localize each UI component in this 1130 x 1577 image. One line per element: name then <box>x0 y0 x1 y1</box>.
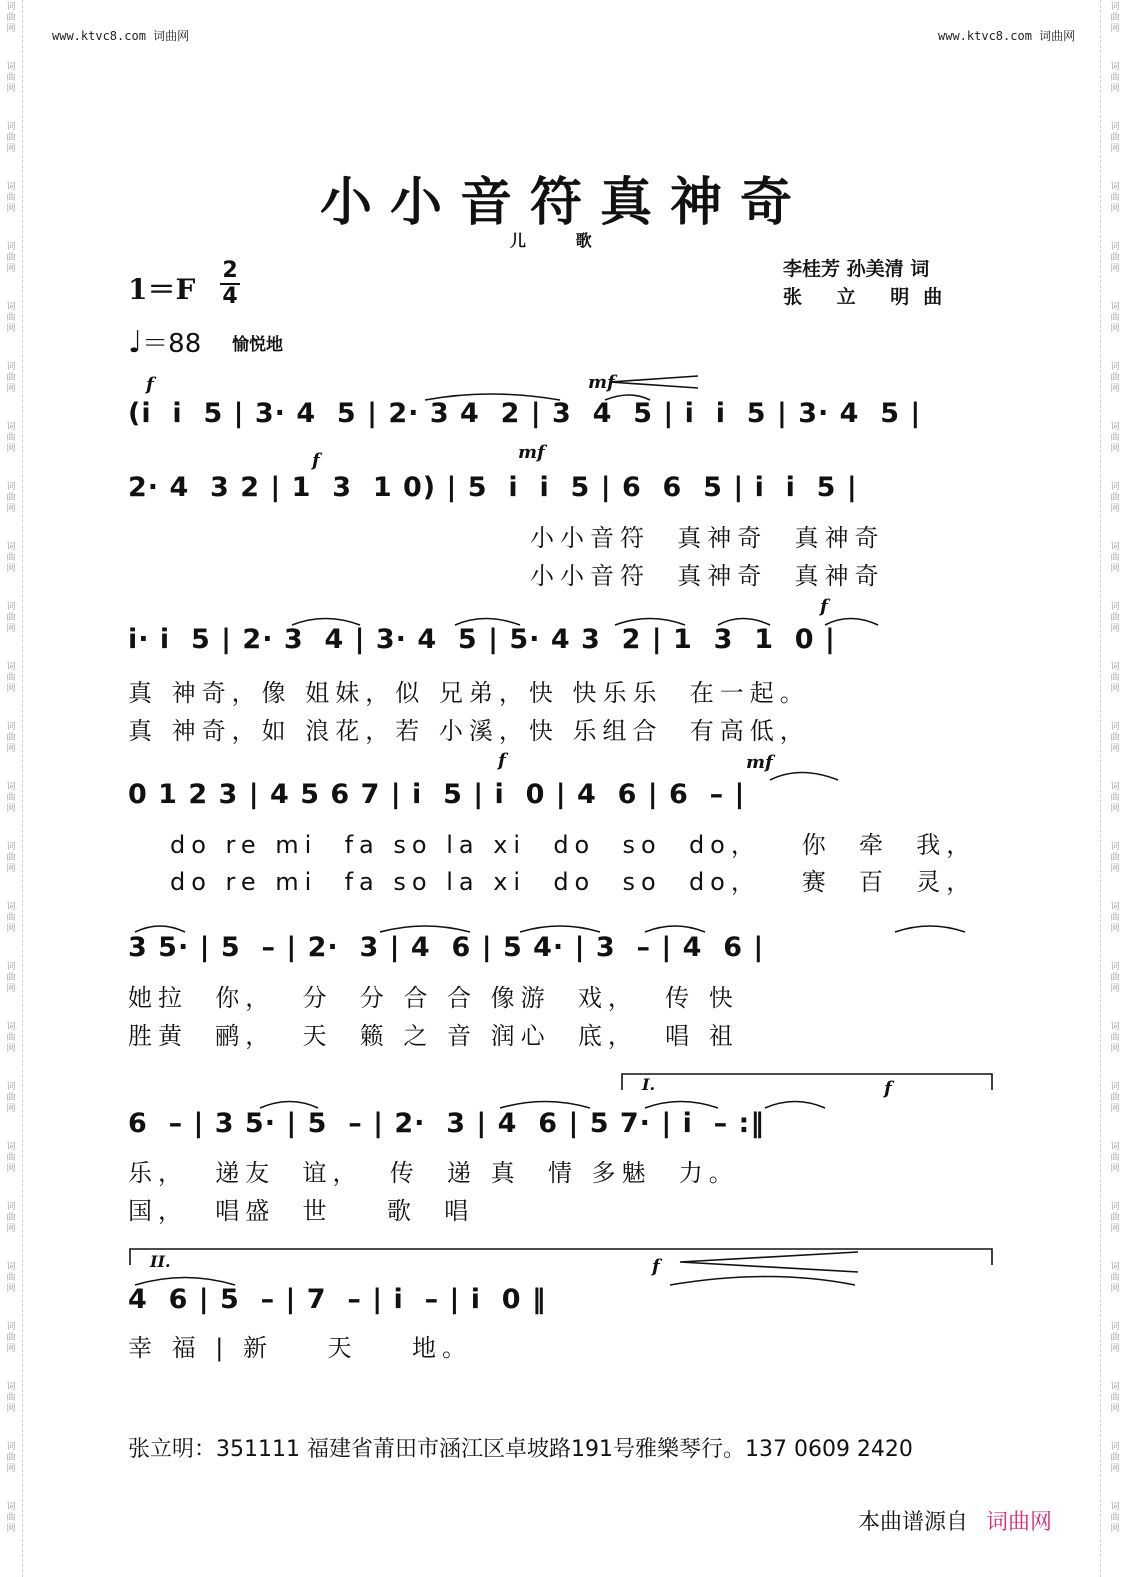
dynamic-mf-2: mf <box>518 442 545 463</box>
side-watermark-text: 词 曲 网 <box>6 602 16 634</box>
volta-1-label: I. <box>642 1075 656 1094</box>
side-watermark-text: 词 曲 网 <box>1110 1502 1120 1534</box>
side-watermark-text: 词 曲 网 <box>1110 302 1120 334</box>
side-watermark-text: 词 曲 网 <box>6 842 16 874</box>
dynamic-f-3: f <box>820 596 828 617</box>
source-brand-link[interactable]: 词曲网 <box>986 1510 1053 1535</box>
side-watermark-text: 词 曲 网 <box>1110 482 1120 514</box>
row5-notes: 3 5· | 5 – | 2· 3 | 4 6 | 5 4· | 3 – | 4 6 | <box>128 932 765 963</box>
lyricist-credit: 李桂芳 孙美清 词 <box>783 258 930 280</box>
side-watermark-text: 词 曲 网 <box>6 782 16 814</box>
row7-notes: 4 6 | 5 – | 7 – | i – | i 0 ‖ <box>128 1284 547 1315</box>
side-watermark-text: 词 曲 网 <box>6 1262 16 1294</box>
side-watermark-text: 词 曲 网 <box>6 962 16 994</box>
crescendo-hairpin <box>610 376 698 388</box>
key-signature: 1＝F <box>128 273 196 306</box>
time-signature-top: 2 <box>222 258 238 283</box>
side-watermark-text: 词 曲 网 <box>1110 1202 1120 1234</box>
side-watermark-text: 词 曲 网 <box>1110 662 1120 694</box>
expression-marking: 愉悦地 <box>232 335 283 355</box>
side-watermark-text: 词 曲 网 <box>6 182 16 214</box>
side-watermark-text: 词 曲 网 <box>1110 722 1120 754</box>
dynamic-f-2: f <box>312 450 320 471</box>
row6-lyric-verse1: 乐， 递友 谊， 传 递 真 情 多魅 力。 <box>128 1159 739 1187</box>
row2-notes: 2· 4 3 2 | 1 3 1 0) | 5 i i 5 | 6 6 5 | i i 5 | <box>128 472 858 503</box>
row4-lyric-verse2: do re mi fa so la xi do so do， 赛 百 灵， <box>170 868 977 896</box>
row5-lyric-verse2: 胜黄 鹂， 天 籁 之 音 润心 底， 唱 祖 <box>128 1022 739 1050</box>
composer-credit: 张 立 明曲 <box>783 286 957 308</box>
dynamic-mf-1: mf <box>588 372 615 393</box>
source-credit <box>858 1505 1052 1536</box>
side-watermark-text: 词 曲 网 <box>6 1142 16 1174</box>
side-watermark-text: 词 曲 网 <box>1110 962 1120 994</box>
side-watermark-text: 词 曲 网 <box>1110 542 1120 574</box>
row2-lyric-verse1: 小小音符 真神奇 真神奇 <box>530 524 885 552</box>
volta-2-label: II. <box>150 1252 171 1271</box>
row6-lyric-verse2: 国， 唱盛 世 歌 唱 <box>128 1197 475 1225</box>
side-watermark-text: 词 曲 网 <box>1110 1442 1120 1474</box>
side-watermark-text: 词 曲 网 <box>1110 122 1120 154</box>
side-watermark-text: 词 曲 网 <box>1110 782 1120 814</box>
crescendo-hairpin-final <box>680 1252 858 1272</box>
row4-notes: 0 1 2 3 | 4 5 6 7 | i 5 | i 0 | 4 6 | 6 – | <box>128 779 746 810</box>
dynamic-f-4: f <box>498 750 506 771</box>
side-watermark-text: 词 曲 网 <box>6 1082 16 1114</box>
time-signature <box>218 259 242 309</box>
side-watermark-text: 词 曲 网 <box>1110 1382 1120 1414</box>
row3-lyric-verse1: 真 神奇，像 姐妹，似 兄弟，快 快乐乐 在一起。 <box>128 679 810 707</box>
tempo-marking <box>128 323 201 360</box>
side-watermark-text: 词 曲 网 <box>1110 1022 1120 1054</box>
volta-bracket-2 <box>130 1249 992 1265</box>
side-watermark-text: 词 曲 网 <box>6 1382 16 1414</box>
dynamic-f-6: f <box>884 1078 892 1099</box>
row3-lyric-verse2: 真 神奇，如 浪花，若 小溪，快 乐组合 有高低， <box>128 717 810 745</box>
side-watermark-text: 词 曲 网 <box>6 302 16 334</box>
volta-bracket-1 <box>622 1074 992 1090</box>
header-right-site[interactable]: www.ktvc8.com 词曲网 <box>938 29 1076 43</box>
side-watermark-text: 词 曲 网 <box>1110 182 1120 214</box>
side-watermark-text: 词 曲 网 <box>6 1322 16 1354</box>
side-watermark-text: 词 曲 网 <box>6 122 16 154</box>
side-watermark-text: 词 曲 网 <box>1110 602 1120 634</box>
side-watermark-text: 词 曲 网 <box>1110 422 1120 454</box>
side-watermark-text: 词 曲 网 <box>1110 242 1120 274</box>
side-watermark-text: 词 曲 网 <box>1110 902 1120 934</box>
side-watermark-text: 词 曲 网 <box>1110 842 1120 874</box>
row7-lyric-verse1: 幸 福 | 新 天 地。 <box>128 1334 473 1362</box>
row6-notes: 6 – | 3 5· | 5 – | 2· 3 | 4 6 | 5 7· | i – :‖ <box>128 1108 765 1139</box>
row2-lyric-verse2: 小小音符 真神奇 真神奇 <box>530 562 885 590</box>
score-title: 小小音符真神奇 <box>319 172 810 233</box>
side-watermark-text: 词 曲 网 <box>6 662 16 694</box>
side-watermark-text: 词 曲 网 <box>1110 62 1120 94</box>
side-watermark-text: 词 曲 网 <box>6 362 16 394</box>
side-watermark-text: 词 曲 网 <box>1110 1142 1120 1174</box>
side-watermark-text: 词 曲 网 <box>6 62 16 94</box>
side-watermark-text: 词 曲 网 <box>6 242 16 274</box>
time-signature-bottom: 4 <box>220 283 240 309</box>
side-watermark-text: 词 曲 网 <box>6 1202 16 1234</box>
side-watermark-text: 词 曲 网 <box>1110 1262 1120 1294</box>
source-label: 本曲谱源自 <box>858 1510 969 1535</box>
tempo-value: ＝88 <box>142 329 202 359</box>
dynamic-f-1: f <box>146 374 154 395</box>
contact-footer: 张立明：351111 福建省莆田市涵江区卓坡路191号雅樂琴行。137 0609 2420 <box>128 1437 913 1462</box>
quarter-note-icon: ♩ <box>128 325 143 360</box>
side-watermark-text: 词 曲 网 <box>6 1022 16 1054</box>
side-watermark-text: 词 曲 网 <box>6 1502 16 1534</box>
score-subtitle: 儿 歌 <box>510 231 614 250</box>
row3-notes: i· i 5 | 2· 3 4 | 3· 4 5 | 5· 4 3 2 | 1 3 1 0 | <box>128 624 836 655</box>
side-watermark-text: 词 曲 网 <box>6 722 16 754</box>
row1-notes: (i i 5 | 3· 4 5 | 2· 3 4 2 | 3 4 5 | i i 5 | 3· 4 5 | <box>128 398 922 429</box>
side-watermark-text: 词 曲 网 <box>6 902 16 934</box>
side-watermark-text: 词 曲 网 <box>1110 2 1120 34</box>
side-watermark-text: 词 曲 网 <box>6 1442 16 1474</box>
side-watermark-text: 词 曲 网 <box>1110 362 1120 394</box>
dynamic-mf-4: mf <box>746 752 773 773</box>
side-watermark-text: 词 曲 网 <box>6 422 16 454</box>
dynamic-f-7: f <box>652 1256 660 1277</box>
side-watermark-text: 词 曲 网 <box>6 542 16 574</box>
side-watermark-text: 词 曲 网 <box>6 482 16 514</box>
row4-lyric-verse1: do re mi fa so la xi do so do， 你 牵 我， <box>170 831 977 859</box>
side-watermark-text: 词 曲 网 <box>6 2 16 34</box>
row5-lyric-verse1: 她拉 你， 分 分 合 合 像游 戏， 传 快 <box>128 984 739 1012</box>
side-watermark-text: 词 曲 网 <box>1110 1082 1120 1114</box>
side-watermark-text: 词 曲 网 <box>1110 1322 1120 1354</box>
header-left-site[interactable]: www.ktvc8.com 词曲网 <box>52 29 190 43</box>
